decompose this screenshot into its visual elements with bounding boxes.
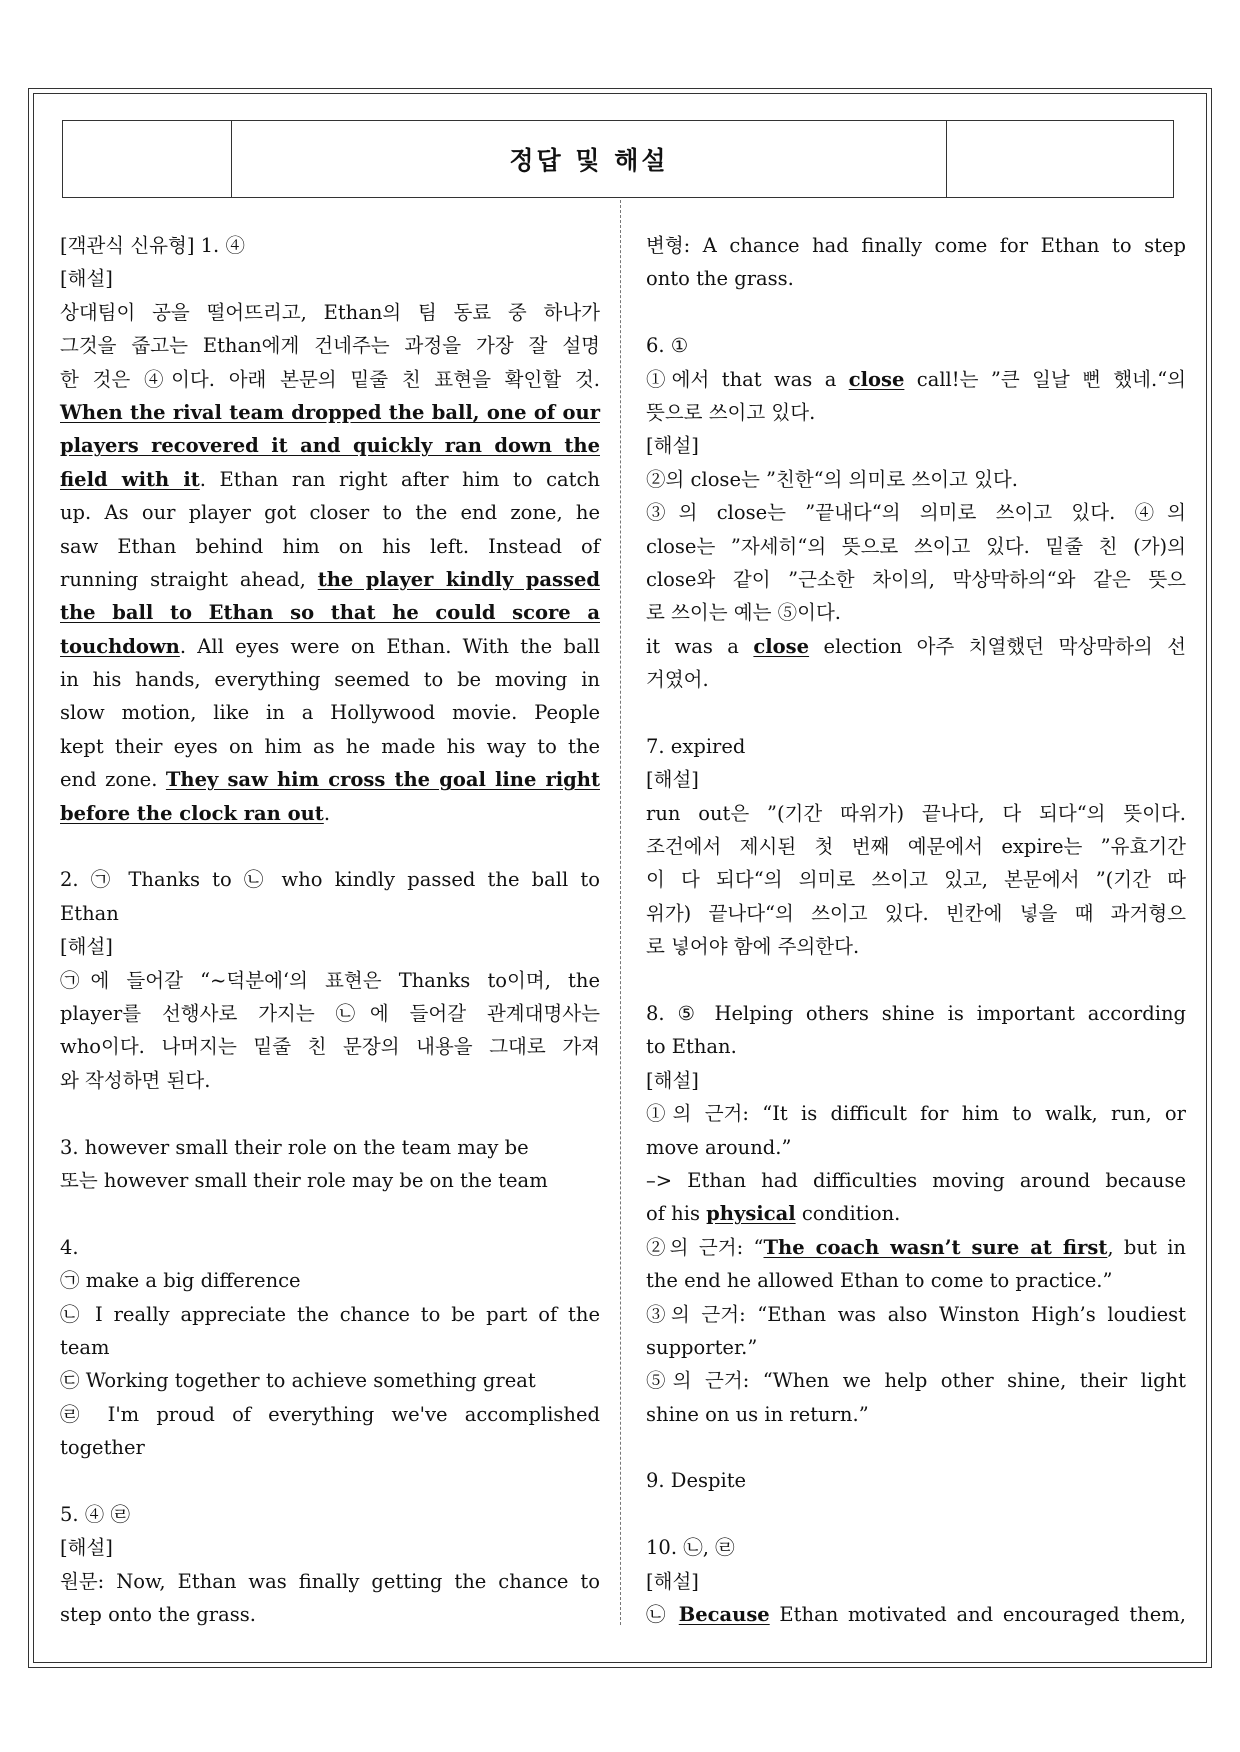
text-line — [646, 1097, 1186, 1130]
line-text: end zone. — [60, 768, 166, 792]
line-text: 6. ① — [646, 334, 689, 358]
text-line — [60, 1030, 600, 1063]
text-line — [60, 1331, 600, 1364]
text-line — [646, 797, 1186, 830]
line-text: onto the grass. — [646, 267, 794, 291]
text-line — [60, 1598, 600, 1631]
line-text: ③의 close는 ”끝내다“의 의미로 쓰이고 있다. ④의 — [646, 501, 1186, 525]
text-line — [646, 496, 1186, 529]
line-text: close는 ”자세히“의 뜻으로 쓰이고 있다. 밑줄 친 (가)의 — [646, 534, 1186, 558]
text-line — [646, 1064, 1186, 1097]
text-line — [646, 463, 1186, 496]
line-text: 로 쓰이는 예는 ⑤이다. — [646, 601, 841, 625]
line-text: team — [60, 1335, 110, 1359]
line-text: 이 다 되다“의 의미로 쓰이고 있고, 본문에서 ”(기간 따 — [646, 868, 1186, 892]
text-line — [60, 329, 600, 362]
line-text: ㉣ I'm proud of everything we've accomplished — [60, 1402, 600, 1426]
text-line — [60, 630, 600, 663]
text-line — [60, 1131, 600, 1164]
line-text: . — [323, 801, 331, 825]
text-line — [646, 1364, 1186, 1397]
line-text: it was a — [646, 634, 754, 658]
line-text: close와 같이 ”근소한 차이의, 막상막하의“와 같은 뜻으 — [646, 567, 1186, 591]
underlined-text: They saw him cross the goal line right — [165, 768, 600, 792]
line-text: 한 것은 ④이다. 아래 본문의 밑줄 친 표현을 확인할 것. — [60, 367, 600, 391]
text-line — [60, 863, 600, 896]
line-text: ㉡ I really appreciate the chance to be part of the — [60, 1302, 600, 1326]
text-line — [60, 1064, 600, 1097]
line-text: the end he allowed Ethan to come to practice.” — [646, 1269, 1113, 1293]
right-column — [646, 229, 1186, 1631]
line-text: 그것을 줍고는 Ethan에게 건네주는 과정을 가장 잘 설명 — [60, 334, 600, 358]
line-text: 거였어. — [646, 668, 709, 692]
underlined-text: players recovered it and quickly ran down the — [60, 434, 600, 458]
text-line — [646, 1030, 1186, 1063]
underlined-text: close — [848, 367, 905, 391]
line-text: [해설] — [60, 935, 113, 959]
line-text: condition. — [795, 1202, 901, 1226]
text-line — [60, 1298, 600, 1331]
text-line — [60, 229, 600, 262]
text-line — [646, 930, 1186, 963]
line-text: 상대팀이 공을 떨어뜨리고, Ethan의 팀 동료 중 하나가 — [60, 300, 600, 324]
line-text: 변형: A chance had finally come for Ethan to step — [646, 234, 1186, 257]
text-line — [646, 1231, 1186, 1264]
line-text: [해설] — [646, 1569, 699, 1593]
blank-line — [646, 964, 1186, 997]
text-line — [60, 563, 600, 596]
text-line — [646, 730, 1186, 763]
underlined-text: the player kindly passed — [317, 567, 600, 591]
line-text: 로 넣어야 함에 주의한다. — [646, 935, 860, 959]
line-text: in his hands, everything seemed to be moving in — [60, 668, 600, 692]
line-text: shine on us in return.” — [646, 1402, 869, 1426]
line-text: supporter.” — [646, 1335, 758, 1359]
line-text: 또는 however small their role may be on the team — [60, 1168, 548, 1192]
text-line — [60, 1498, 600, 1531]
title-cell-right — [946, 121, 1173, 197]
line-text: . All eyes were on Ethan. With the ball — [179, 634, 600, 658]
text-line — [646, 1264, 1186, 1297]
line-text: of his — [646, 1202, 707, 1226]
line-text: kept their eyes on him as he made his way to the — [60, 734, 600, 758]
text-line — [60, 1164, 600, 1197]
text-line — [60, 363, 600, 396]
line-text: 5. ④ ㉣ — [60, 1502, 131, 1526]
line-text: ②의 close는 ”친한“의 의미로 쓰이고 있다. — [646, 467, 1018, 491]
text-line — [646, 1565, 1186, 1598]
text-line — [60, 396, 600, 429]
line-text: player를 선행사로 가지는 ㉡에 들어갈 관계대명사는 — [60, 1001, 600, 1025]
line-text: ①의 근거: “It is difficult for him to walk, run, or — [646, 1102, 1186, 1126]
text-line — [646, 1598, 1186, 1631]
text-line — [60, 496, 600, 529]
line-text: ②의 근거: “ — [646, 1235, 764, 1259]
text-line — [646, 997, 1186, 1030]
underlined-text: Because — [678, 1603, 770, 1627]
line-text: –> Ethan had difficulties moving around because — [646, 1168, 1186, 1192]
line-text: election 아주 치열했던 막상막하의 선 — [809, 634, 1186, 658]
line-text: Ethan motivated and encouraged them, — [769, 1603, 1186, 1627]
line-text: 조건에서 제시된 첫 번째 예문에서 expire는 ”유효기간 — [646, 835, 1186, 859]
line-text: 위가) 끝나다“의 쓰이고 있다. 빈칸에 넣을 때 과거형으 — [646, 901, 1186, 925]
line-text: ①에서 that was a — [646, 367, 849, 391]
line-text: . Ethan ran right after him to catch — [199, 467, 600, 491]
text-line — [60, 262, 600, 295]
line-text: 4. — [60, 1235, 79, 1259]
blank-line — [60, 830, 600, 863]
text-line — [646, 563, 1186, 596]
line-text: to Ethan. — [646, 1035, 737, 1059]
text-line — [60, 964, 600, 997]
text-line — [646, 863, 1186, 896]
text-line — [60, 1364, 600, 1397]
text-line — [646, 229, 1186, 262]
text-line — [646, 830, 1186, 863]
text-line — [646, 1398, 1186, 1431]
text-line — [646, 262, 1186, 295]
text-line — [646, 429, 1186, 462]
text-line — [60, 663, 600, 696]
text-line — [646, 897, 1186, 930]
page-title: 정답 및 해설 — [509, 146, 669, 175]
line-text: [해설] — [646, 1068, 699, 1092]
text-line — [60, 596, 600, 629]
text-line — [60, 1231, 600, 1264]
text-line — [646, 1531, 1186, 1564]
line-text: saw Ethan behind him on his left. Instead of — [60, 534, 600, 558]
text-line — [646, 630, 1186, 663]
line-text: together — [60, 1436, 145, 1460]
line-text: [해설] — [60, 267, 113, 291]
line-text: , but in — [1107, 1235, 1186, 1259]
line-text: who이다. 나머지는 밑줄 친 문장의 내용을 그대로 가져 — [60, 1035, 600, 1059]
text-line — [646, 1464, 1186, 1497]
text-line — [60, 997, 600, 1030]
line-text: ⑤의 근거: “When we help other shine, their light — [646, 1369, 1186, 1393]
title-cell-left — [63, 121, 232, 197]
text-line — [60, 930, 600, 963]
text-line — [646, 1197, 1186, 1230]
line-text: [해설] — [60, 1536, 113, 1560]
text-line — [646, 1298, 1186, 1331]
line-text: move around.” — [646, 1135, 792, 1159]
underlined-text: The coach wasn’t sure at first — [763, 1235, 1108, 1259]
text-line — [646, 1164, 1186, 1197]
line-text: 8. ⑤ Helping others shine is important according — [646, 1001, 1186, 1025]
blank-line — [646, 696, 1186, 729]
line-text: ㉠ make a big difference — [60, 1269, 301, 1293]
text-line — [60, 797, 600, 830]
underlined-text: field with it — [60, 467, 200, 491]
text-line — [60, 1565, 600, 1598]
title-box — [62, 120, 1174, 198]
line-text: call!는 ”큰 일날 뻔 했네.“의 — [904, 367, 1186, 391]
text-line — [646, 663, 1186, 696]
line-text: ㉡ — [646, 1603, 679, 1627]
line-text: ③의 근거: “Ethan was also Winston High’s loudiest — [646, 1302, 1186, 1326]
text-line — [60, 897, 600, 930]
text-line — [646, 396, 1186, 429]
line-text: slow motion, like in a Hollywood movie. People — [60, 701, 600, 725]
line-text: Ethan — [60, 901, 119, 925]
line-text: 원문: Now, Ethan was finally getting the chance to — [60, 1569, 600, 1593]
blank-line — [60, 1197, 600, 1230]
blank-line — [646, 1498, 1186, 1531]
underlined-text: touchdown — [60, 634, 180, 658]
line-text: up. As our player got closer to the end zone, he — [60, 501, 600, 525]
text-line — [646, 530, 1186, 563]
underlined-text: close — [753, 634, 810, 658]
blank-line — [60, 1464, 600, 1497]
text-line — [60, 296, 600, 329]
line-text: step onto the grass. — [60, 1603, 256, 1627]
line-text: [해설] — [646, 768, 699, 792]
blank-line — [60, 1097, 600, 1130]
text-line — [646, 363, 1186, 396]
line-text: 9. Despite — [646, 1469, 747, 1493]
text-line — [60, 1264, 600, 1297]
line-text: [객관식 신유형] 1. ④ — [60, 234, 245, 257]
line-text: 2. ㉠ Thanks to ㉡ who kindly passed the ball to — [60, 868, 600, 892]
line-text: ㉢ Working together to achieve something great — [60, 1369, 536, 1393]
line-text: ㉠에 들어갈 “~덕분에‘의 표현은 Thanks to이며, the — [60, 968, 600, 992]
text-line — [60, 429, 600, 462]
line-text: 뜻으로 쓰이고 있다. — [646, 400, 816, 424]
text-line — [60, 763, 600, 796]
left-column — [60, 229, 600, 1631]
line-text: 10. ㉡, ㉣ — [646, 1536, 735, 1560]
blank-line — [646, 1431, 1186, 1464]
underlined-text: physical — [706, 1202, 796, 1226]
text-line — [60, 730, 600, 763]
column-divider — [620, 200, 621, 1625]
text-line — [646, 596, 1186, 629]
text-line — [60, 1431, 600, 1464]
underlined-text: When the rival team dropped the ball, one of our — [60, 400, 600, 424]
text-line — [60, 530, 600, 563]
underlined-text: the ball to Ethan so that he could score a — [60, 601, 600, 625]
text-line — [646, 329, 1186, 362]
text-line — [646, 1131, 1186, 1164]
line-text: 와 작성하면 된다. — [60, 1068, 211, 1092]
line-text: [해설] — [646, 434, 699, 458]
line-text: run out은 ”(기간 따위가) 끝나다, 다 되다“의 뜻이다. — [646, 801, 1186, 825]
underlined-text: before the clock ran out — [60, 801, 324, 825]
line-text: 7. expired — [646, 734, 746, 758]
line-text: running straight ahead, — [60, 567, 318, 591]
text-line — [60, 1531, 600, 1564]
text-line — [646, 763, 1186, 796]
text-line — [60, 1398, 600, 1431]
text-line — [60, 696, 600, 729]
blank-line — [646, 296, 1186, 329]
text-line — [60, 463, 600, 496]
line-text: 3. however small their role on the team may be — [60, 1135, 529, 1159]
text-line — [646, 1331, 1186, 1364]
